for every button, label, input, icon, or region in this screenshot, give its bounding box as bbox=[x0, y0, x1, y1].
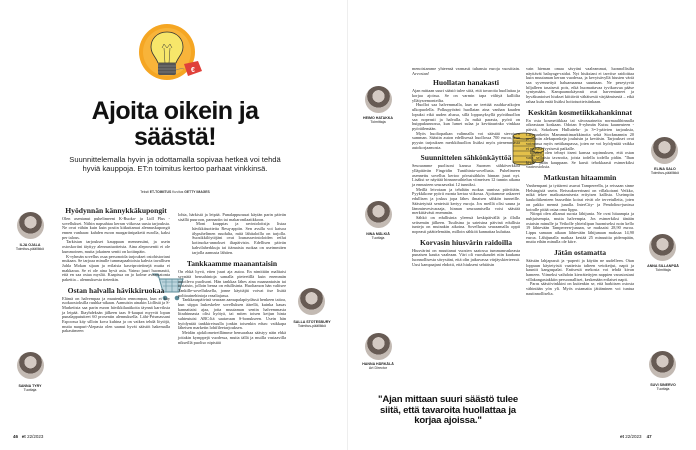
author-role: Toimittaja bbox=[370, 120, 386, 125]
column-2 bbox=[178, 213, 286, 345]
section-heading: Jätän ostamatta bbox=[553, 248, 607, 257]
section-kosmetiikka bbox=[526, 109, 634, 171]
paragraph: lohta, härkistä ja leipää. Punalappuruuat käytän parin päivän sisällä puuroon, pannariin tai makaronilaatikkoon. bbox=[178, 212, 286, 222]
avatar-hanna-harkala bbox=[365, 333, 392, 360]
avatar-heimo-hatakka bbox=[365, 86, 392, 113]
paragraph: Tankkauspäivinä seuraan aamupalapöydässä henkeen taitoa, kun siippa laskeskelee sovelluksen äärellä, kuinka kauas kannattaisi ajaa, jotta muutaman sentin halvemmasta litrahinnasta olisi hyötyä, tai miten toisen ketjun hinta suhteutuisi ABC:ltä saatavaan S-bonukseen. Usein hän hyödyntää tankkireissulla jonkin toisenkin edun: vaikkapa läheisen marketin lohifileetarjouksen. bbox=[178, 297, 286, 331]
author-name: ANNA SILLANPÄÄ bbox=[647, 264, 679, 268]
magazine-name: et bbox=[21, 434, 26, 439]
paragraph: On ehkä hyvä, etten juuri aja autoa. En nimittäin malttaisi syynätä bensahintoja samalla pieteetillä kuin enemmän autoileva puolisoni. Hän tankkaa lähes aina maanantaisin tai tiistaisin, jolloin bensa on edullisinta. Huoltamon hän valitsee Tankille-sovelluksella, jonne käyttäjät voivat itse lisätä polttoainehintoja reaaliajassa. bbox=[178, 269, 286, 298]
text-author: ET-TOIMITUS bbox=[149, 190, 172, 194]
page-number: 46 bbox=[13, 434, 19, 439]
paragraph: Meillä leivotaan ja tehdään ruokaa uunissa päivittäin. Pyykkikone pyörii monta kertaa viikossa. Ajoitamme askareet edullisen ja joskus jopa lähes ilmaisen sähkön tunneille. Säästetyistä senteistä kertyy euroja. Jos meillä olisi sauna ja lämminvesivaraaja, hinnan seuraamisella voisi säästää merkittävästi enemmän. bbox=[412, 186, 520, 216]
author-name: ELINA SALO bbox=[654, 167, 676, 171]
paragraph: Paras säästövinkkini on kuitenkin se, että harkitsen ostosta vähintään yön yli. Myös ostamatta jättäminen voi tuntua nautinnolliselta. bbox=[526, 281, 634, 296]
author-role: Tuottaja bbox=[23, 388, 37, 393]
deck-subtitle: Suunnittelemalla hyvin ja odottamalla sopivaa hetkeä voi tehdä hyviä kauppoja. ET:n toimitus kertoo parhaat vinkkinsä. bbox=[69, 155, 281, 173]
section-tankkaamme bbox=[178, 260, 286, 345]
author-name: ILJA OJALA bbox=[19, 243, 41, 247]
paragraph: Vanhempani ja tyttäreni asuvat Tampereella, ja reissaan sinne Helsingistä usein. Reissukaverinani on villakoirani Veikko, mikä tekee matkustamisesta erityisen kallista. Useimpiin kaukoliikenteen busseihin koirat eivät ole tervetulleita, joten on pakko mennä junalla. InterCity- ja Pendolino-junissa koiralle pitää ostaa oma lippu. bbox=[526, 183, 634, 212]
magazine-name: et bbox=[620, 434, 625, 439]
byline-heimo-hatakka bbox=[354, 116, 402, 124]
paragraph: menoistamme yhteensä varmasti tuhansia euroja vuosittain. Arvostan! bbox=[412, 66, 520, 76]
pull-quote: "Ajan mittaan suuri säästö tulee siitä, että tavaroita huollattaa ja korjaa ajoissa." bbox=[378, 394, 518, 427]
paragraph: Säästän lahjapussit ja -paperit ja käytän ne uudelleen. Otan loppuun käytetyistä vaatteista talteen vetoketjut, napit ja kauniit kangaspalat. Entisestä mekosta voi tehdä kivan hameen. Viimeksi vaihdoin kierrätettyjen nappien varastostani villakangastakkiin persoonalliset, keskenään erilaiset napit. bbox=[526, 258, 634, 282]
images-label: Kuvitus bbox=[172, 190, 184, 194]
avatar-nina-malkia bbox=[365, 201, 392, 228]
author-name: HANNA HÄRKÄLÄ bbox=[362, 362, 394, 366]
section-heading: Matkustan hitaammin bbox=[543, 173, 617, 183]
byline-sanna-tyry bbox=[6, 384, 54, 392]
section-sahkonkaytto bbox=[412, 154, 520, 234]
paragraph: Myös huoltopaikan valinnalla voi säästää sievoisen summan. Säästin auton edellisessä huollossa 700 euroa, kun pyysin tarjouksen merkkihuollon lisäksi myös pienemmästä autokorjaamosta. bbox=[412, 130, 520, 150]
paragraph: Huollot saa halvemmalla, kun ne teettää ruuhka-aikojen ulkopuolella. Polkupyöräni huollatan aina vanhan kauden lopuksi eikä uuden alussa, sillä loppusyksyllä pyörähuollon saa nopeasti ja halvalla. Ja mikä parasta, pyörä on huippukunnossa, kun lumet sulaa ja kevätaurinko vinkkaa pyöräilemään. bbox=[412, 102, 520, 131]
byline-hanna-harkala bbox=[354, 362, 402, 370]
author-role: Tuottaja bbox=[656, 387, 670, 392]
paragraph: Sähkö on edullisinta yleensä keskipäivällä ja illalla seitsemän jälkeen. Tuulisina ja sateisina päivinä edullisia tunteja on muinakin aikoina. Sovellusta seuraamalla oppii nopeasti päättelemään, milloin sähköä kannattaa kuluttaa. bbox=[412, 214, 520, 234]
author-role: Art Director bbox=[368, 366, 388, 371]
images-source: GETTY IMAGES bbox=[184, 190, 210, 194]
section-kannykkakupongit bbox=[62, 207, 170, 283]
section-heading: Tankkaamme maanantaisin bbox=[186, 259, 278, 269]
byline-elina-salo bbox=[641, 167, 689, 175]
author-name: SALLA STOTESBURY bbox=[293, 320, 331, 324]
footer-right bbox=[620, 434, 652, 439]
credits bbox=[60, 190, 290, 194]
paragraph: Meidän ajokilometreillämme bensarahaa säästyy näin ehkä joitakin kymppejä vuodessa, mutta tällä ja muilla vastaavilla nikseillä puoliso nipistää bbox=[178, 330, 286, 345]
section-jatan-ostamatta bbox=[526, 249, 634, 297]
page-number: 47 bbox=[646, 434, 652, 439]
paragraph: K-ryhmän sovellus osaa personoida tarjoukset ostohistoriani mukaan. Se tarjoaa minulle tummapaahtoista kahvia tavallisen Juhla Mokan sijaan ja erilaisia kasviproteiinejä mutta ei makkaraa. Se ei ole aina hyvä asia. Vaimo juuri huomautti, että en saa ostaa mysliä. Kaapissa on jo kolme avaamatonta pakettia – alennuksesta tietenkin. bbox=[62, 253, 170, 282]
paragraph: Niinpä olen alkanut suosia lähijunia. Ne ovat hitaampia ja nuhjuisempia, mutta halvempia. Jos esimerkiksi tänään ostaisin minulle ja Veikolle yhteislipun huomiseksi noin kello 19 lähtevään Tampereen-junaan, se maksaisi 28,90 euroa. Lippu samaan aikaan lähtevään lähijunaan maksaa 14,90 euroa. Lähijunalla matkaa kestää 25 minuuttia pidempään, mutta eihän minulla ole kiire. bbox=[526, 211, 634, 245]
paragraph: Hiusvärini on muuttanut vuosien saatossa tummanruskeasta punaisen kautta vaaleaan. Väri oli vuosikaudet niin kaukana luonnollisesta sävystäni, että olin jatkuvassa värjäyskierteessä. Uusi kampaajani ehdotti, että hiukseni sehtäisin bbox=[412, 247, 520, 267]
issue-number: 22/2023 bbox=[625, 434, 642, 439]
text-label: Teksti bbox=[140, 190, 149, 194]
avatar-salla-stotesbury bbox=[298, 288, 325, 315]
section-huollatan bbox=[412, 79, 520, 150]
byline-ilja-ojala bbox=[6, 243, 54, 251]
column-1 bbox=[62, 205, 170, 334]
avatar-elina-salo bbox=[651, 137, 678, 164]
paragraph: vain hieman omaa sävyäni vaaleammat, luonnollisilta näyttävät balayage-raidat. Nyt hiuksiani ei tarvitse raidoittaa kuin muutaman kerran vuodessa, ja kevytsävyllä hiusten väriä saa syvennettyä haluamaansa suuntaan. Ne peseytyvät hiljalleen tasaisesti pois, eikä huomattavaa tyvikasvua pääse syntymään. Kampaamokäynnit ovat harventuneet ja hyväkuntoiset hiukset kiittävät vähäisestä värjäämisestä – eikä rahaa kulu enää lisäksi hoitotuotteisiinkaan. bbox=[526, 66, 634, 104]
section-heading: Suunnittelen sähkönkäyttöä bbox=[420, 153, 512, 163]
section-heading: Ostan halvalla hävikkiruokaa bbox=[67, 285, 165, 295]
author-name: NINA MÄLKIÄ bbox=[366, 232, 390, 236]
section-heading: Hyödynnän kännykkäkupongit bbox=[65, 206, 167, 215]
author-role: Toimittaja bbox=[655, 268, 671, 273]
byline-anna-sillanpaa bbox=[639, 264, 687, 272]
avatar-ilja-ojala bbox=[17, 212, 44, 239]
column-3 bbox=[412, 67, 520, 267]
paragraph: Elämä on halvempaa ja muutenkin rennompaa, kun ei käy ruokaostoksilla ruuhka-aikaan. Aamuisin ainakin Lidlistä ja S-Marketista saa parin euron hävikkilaatikoita täynnä karviksia ja leipää. Iltayhdeksän jälkeen taas S-kaupat myyvät lopun punalappututteet 60 prosentin alennuksella. Lähi-Prismassani Espoossa käy silloin kova kuhina ja on vaikea tehdä löytöjä, mutta naapuri-Alepasta olen saanut hyvät säästöt hakemalla pakastimeen bbox=[62, 295, 170, 334]
author-role: Toimitus-päällikkö bbox=[650, 171, 680, 176]
avatar-suvi-sinervo bbox=[649, 351, 676, 378]
paragraph: Olen asentanut puhelimeeni K-Ruoka- ja Lidl Plus -sovellukset. Niihin napsahtaa kerran viikossa uusia tarjouksia. Ne ovat vähän kuin kuin postin kitkuttamat alennuskupongit ennen vanhaan: kahden euron margariinipaketti eurolla, kaksi per talous. bbox=[62, 216, 170, 240]
paragraph: Tarkistan tarjoukset kauppaan mennessäni, ja usein ostoskoriini täyttyy alennustuotteista. Aina aleprosentti ei ole kummoinen, mutta jokainen sentti on kotiinpäin. bbox=[62, 239, 170, 254]
svg-text:€: € bbox=[191, 67, 195, 74]
paragraph: Lisäksi olen tehnyt itseni kanssa sopimuksen, että ostan vain sellaisia tavaroita, joista todella todella pidän. "Ihan kivat" jätän kauppaan. Se karsii tehokkaasti esimerkiksi vaateostoksia. bbox=[526, 150, 634, 170]
byline-suvi-sinervo bbox=[639, 383, 687, 391]
author-name: SANNA TYRY bbox=[18, 384, 42, 388]
section-hiusvari bbox=[412, 239, 520, 268]
author-name: SUVI SINERVO bbox=[650, 383, 676, 387]
right-page bbox=[348, 0, 696, 450]
section-heading: Huollatan hanakasti bbox=[432, 78, 500, 88]
footer-left bbox=[13, 434, 43, 439]
paragraph: Ajan mittaan suuri säästö tulee siitä, että tavaroita huollattaa ja korjaa ajoissa. Se on varmin tapa välttyä kalliilta yllätysremonteilta. bbox=[412, 88, 520, 103]
byline-nina-malkia bbox=[354, 232, 402, 240]
author-role: Tuottaja bbox=[371, 236, 385, 241]
column-4 bbox=[526, 67, 634, 297]
avatar-sanna-tyry bbox=[17, 352, 44, 379]
author-name: HEIMO HATAKKA bbox=[362, 116, 393, 120]
author-role: Toimitus-päällikkö bbox=[297, 324, 327, 329]
issue-number: 22/2023 bbox=[27, 434, 44, 439]
page-title: Ajoita oikein ja säästä! bbox=[91, 97, 259, 151]
section-heading: Korvasin hiusvärin raidoilla bbox=[420, 237, 512, 247]
section-matkustan bbox=[526, 174, 634, 245]
author-role: Toimitus-päällikkö bbox=[15, 247, 45, 252]
lightbulb-price-tag-illustration bbox=[130, 18, 210, 96]
paragraph: Seuraamme puolisoni kanssa Suomen sähköverkkoa ylläpitävän Fingridin Tuntihinta-sovellusta. Puhelimeen asennettu sovellus kertoo pörssisähkön hinnan juuri nyt. Lisäksi se näyttää hinnanvaihtelun viimeisen 12 tunnin aikana ja ennusteen seuraavaksi 12 tunniksi. bbox=[412, 163, 520, 188]
byline-salla-stotesbury bbox=[288, 320, 336, 328]
section-heading: Keskitän kosmetiikkahankinnat bbox=[527, 107, 633, 117]
paragraph: Moni kauppias ja ravintoloitsija listaa hävikkituotteita Resq-appiin. Sen avulla voi katsoa älypuhelimen ruudulta, mitä lähitaloilla on tarjolla. Suosikkilöytöjäni ovat lounasravintoloiden reilut kotiruoka-annokset iltapäivisin. Edellisen päivän kahvilaherkkuja tai itämaista ruokaa on useimmiten tarjolla aamusta lähtien. bbox=[192, 221, 286, 255]
section-havikkiruoka bbox=[62, 287, 170, 335]
paragraph: En osta kosmetiikkaa tai siivousaineita normaalihinnalla oikeastaan koskaan. Odotan S-ryhmän Kutsu kauneuteen -päiviä, Sokoksen Hulluttelu- ja 3=1-päivien tarjouksia, Citymarketin Mammuttimarkkinoita sekä Stockmannin 20 prosentin alekuponkeja jouluisin ja keväisin. Tarjoukset ovat voimassa myös nettikaupassa, joten ne voi hyödyntää vaikka ei pääsisi fyysisesti paikalle. bbox=[526, 117, 634, 151]
avatar-anna-sillanpaa bbox=[649, 234, 676, 261]
